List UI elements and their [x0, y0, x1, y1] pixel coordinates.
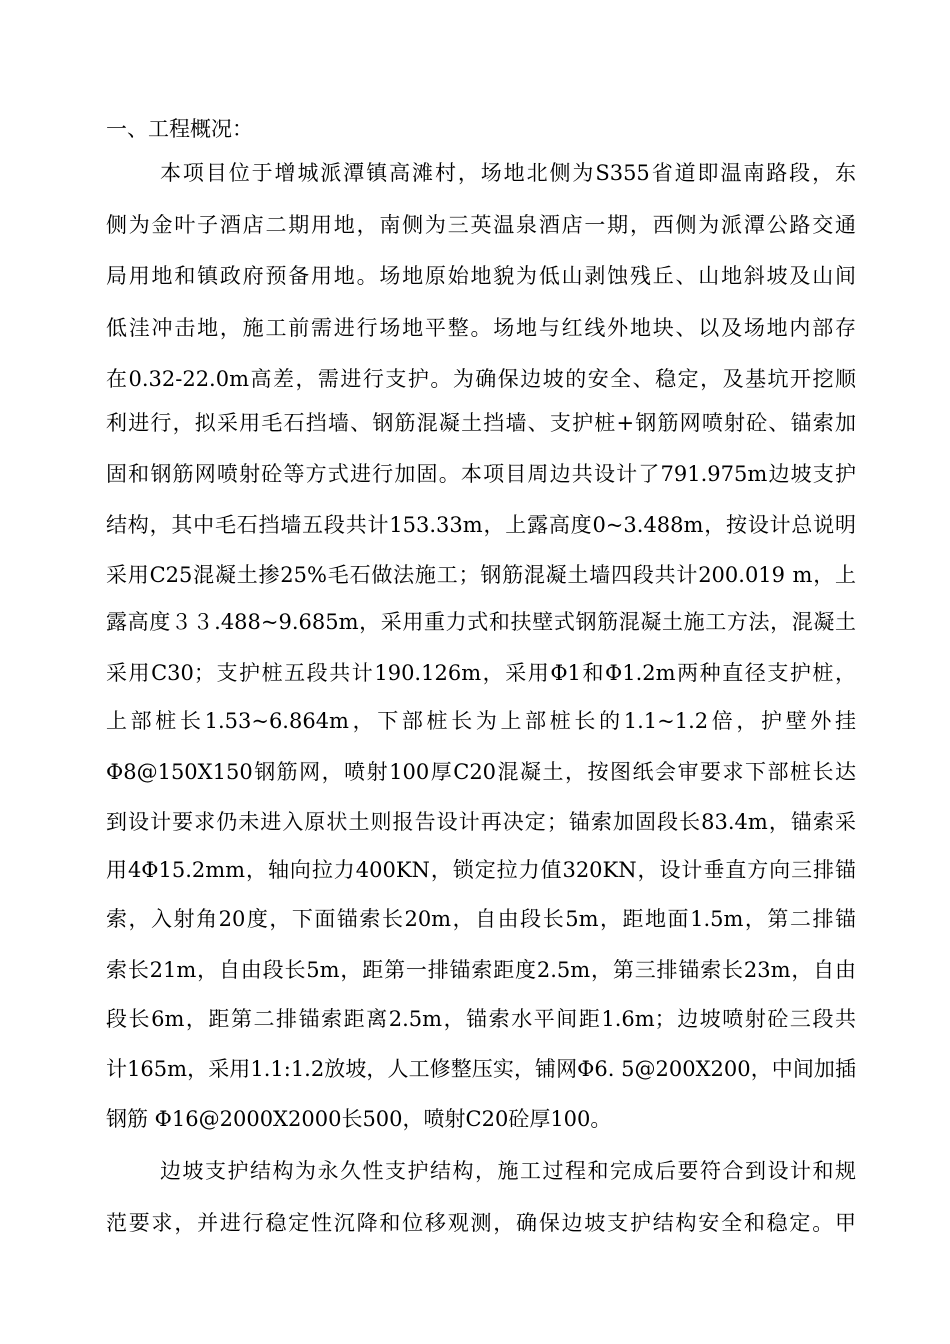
- paragraph-line: 用4Φ15.2mm，轴向拉力400KN，锁定拉力值320KN，设计垂直方向三排锚: [106, 858, 856, 882]
- paragraph-line: 段长6m，距第二排锚索距离2.5m，锚索水平间距1.6m；边坡喷射砼三段共: [106, 1007, 856, 1031]
- paragraph-line: 固和钢筋网喷射砼等方式进行加固。本项目周边共设计了791.975m边坡支护: [106, 462, 856, 486]
- paragraph-line: 计165m，采用1.1:1.2放坡，人工修整压实，铺网Φ6. 5@200X200，中间加插: [106, 1057, 856, 1081]
- paragraph-line: 利进行，拟采用毛石挡墙、钢筋混凝土挡墙、支护桩+钢筋网喷射砼、锚索加: [106, 411, 856, 435]
- paragraph-line: 范要求，并进行稳定性沉降和位移观测，确保边坡支护结构安全和稳定。甲: [106, 1211, 856, 1235]
- section-heading: 一、工程概况：: [106, 117, 253, 141]
- paragraph-line: 采用C25混凝土掺25%毛石做法施工；钢筋混凝土墙四段共计200.019 m，上: [106, 563, 856, 587]
- paragraph-line: 局用地和镇政府预备用地。场地原始地貌为低山剥蚀残丘、山地斜坡及山间: [106, 264, 856, 288]
- paragraph-line: 低洼冲击地，施工前需进行场地平整。场地与红线外地块、以及场地内部存: [106, 316, 856, 340]
- paragraph-line: 采用C30；支护桩五段共计190.126m，采用Φ1和Φ1.2m两种直径支护桩，: [106, 661, 856, 685]
- paragraph-line: 钢筋 Φ16@2000X2000长500，喷射C20砼厚100。: [106, 1107, 612, 1131]
- paragraph-line: 索长21m，自由段长5m，距第一排锚索距度2.5m，第三排锚索长23m，自由: [106, 958, 856, 982]
- paragraph-line: 索，入射角20度，下面锚索长20m，自由段长5m，距地面1.5m，第二排锚: [106, 907, 856, 931]
- paragraph-line: 在0.32-22.0m高差，需进行支护。为确保边坡的安全、稳定，及基坑开挖顺: [106, 367, 856, 391]
- paragraph-line: 结构，其中毛石挡墙五段共计153.33m，上露高度0~3.488m，按设计总说明: [106, 513, 856, 537]
- paragraph-line: 到设计要求仍未进入原状土则报告设计再决定；锚索加固段长83.4m，锚索采: [106, 810, 856, 834]
- paragraph-line: 露高度３３.488~9.685m，采用重力式和扶壁式钢筋混凝土施工方法，混凝土: [106, 610, 856, 634]
- paragraph-line: 侧为金叶子酒店二期用地，南侧为三英温泉酒店一期，西侧为派潭公路交通: [106, 213, 856, 237]
- paragraph-line: 本项目位于增城派潭镇高滩村，场地北侧为S355省道即温南路段，东: [160, 161, 856, 185]
- paragraph-line: 上部桩长1.53~6.864m，下部桩长为上部桩长的1.1~1.2倍，护壁外挂: [106, 709, 856, 733]
- paragraph-line: Φ8@150X150钢筋网，喷射100厚C20混凝土，按图纸会审要求下部桩长达: [106, 760, 856, 784]
- paragraph-line: 边坡支护结构为永久性支护结构，施工过程和完成后要符合到设计和规: [160, 1159, 856, 1183]
